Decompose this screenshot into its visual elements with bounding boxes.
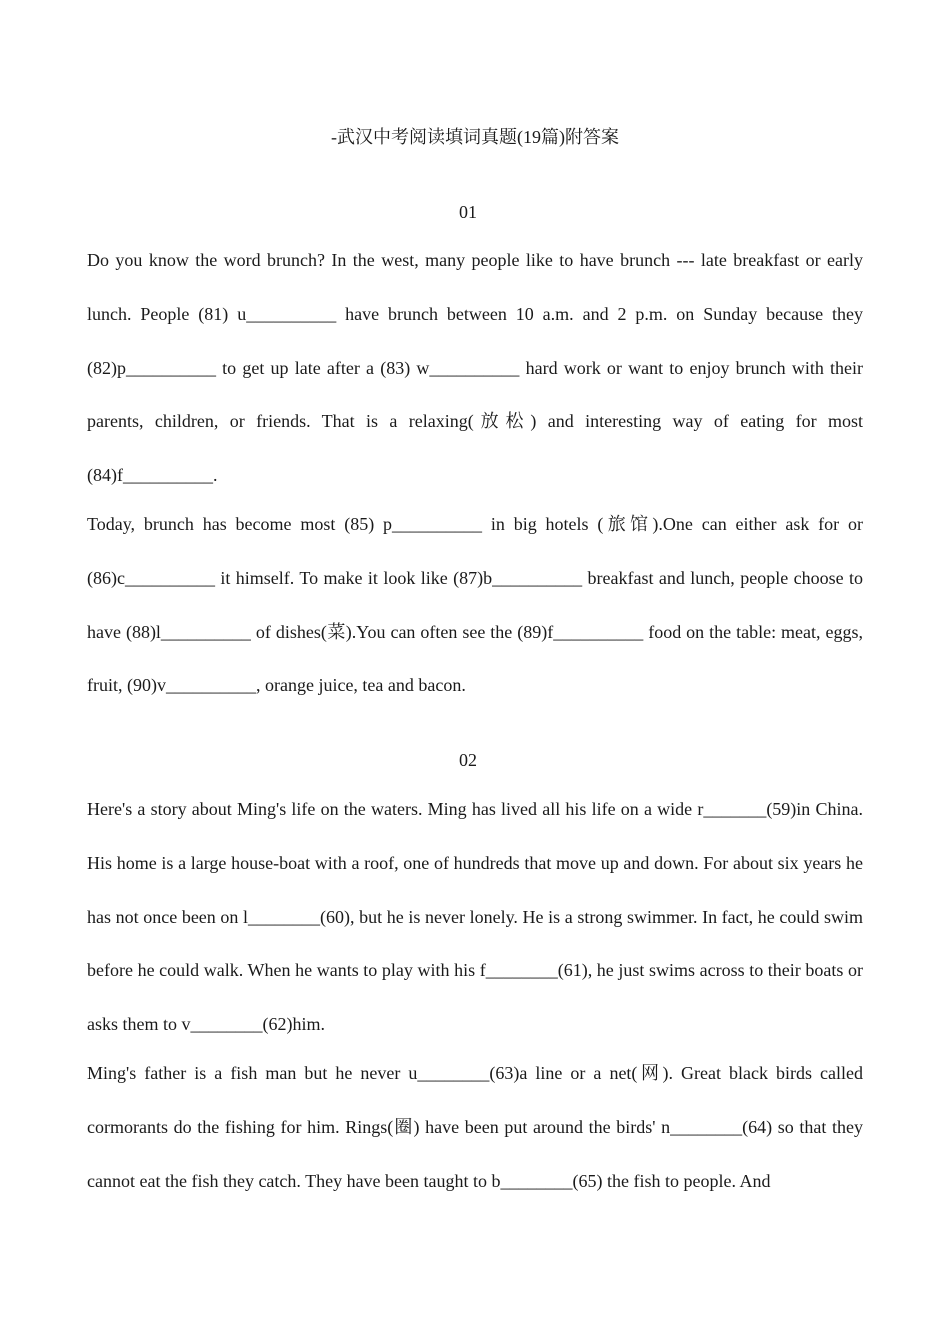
section-number-02: 02 [459, 750, 477, 770]
document-title: -武汉中考阅读填词真题(19篇)附答案 [331, 127, 619, 147]
section-02-paragraph-1: Here's a story about Ming's life on the waters. Ming has lived all his life on a wide r_______(59)in China. His home is a large house-boat with a roof, one of hundreds that move up and down. For about six years he has not once been on l________(60), but he is never lonely. He is a strong swimmer. In fact, he could swim before he could walk. When he wants to play with his f________(61), he just swims across to their boats or asks them to v________(62)him. [87, 799, 863, 1035]
section-01-paragraph-1: Do you know the word brunch? In the west, many people like to have brunch --- late breakfast or early lunch. People (81) u__________ have brunch between 10 a.m. and 2 p.m. on Sunday because they (82)p__________ to get up late after a (83) w__________ hard work or want to enjoy brunch with their parents, children, or friends. That is a relaxing(放松) and interesting way of eating for most (84)f__________. [87, 250, 863, 486]
section-number-01: 01 [459, 202, 477, 222]
section-02-paragraph-2: Ming's father is a fish man but he never u________(63)a line or a net(网). Great black birds called cormorants do the fishing for him. Rings(圈) have been put around the birds' n________(64) so that they cannot eat the fish they catch. They have been taught to b________(65) the fish to people. And [87, 1063, 863, 1191]
section-01-paragraph-2: Today, brunch has become most (85) p__________ in big hotels (旅馆).One can either ask for or (86)c__________ it himself. To make it look like (87)b__________ breakfast and lunch, people choose to have (88)l__________ of dishes(菜).You can often see the (89)f__________ food on the table: meat, eggs, fruit, (90)v__________, orange juice, tea and bacon. [87, 514, 863, 696]
